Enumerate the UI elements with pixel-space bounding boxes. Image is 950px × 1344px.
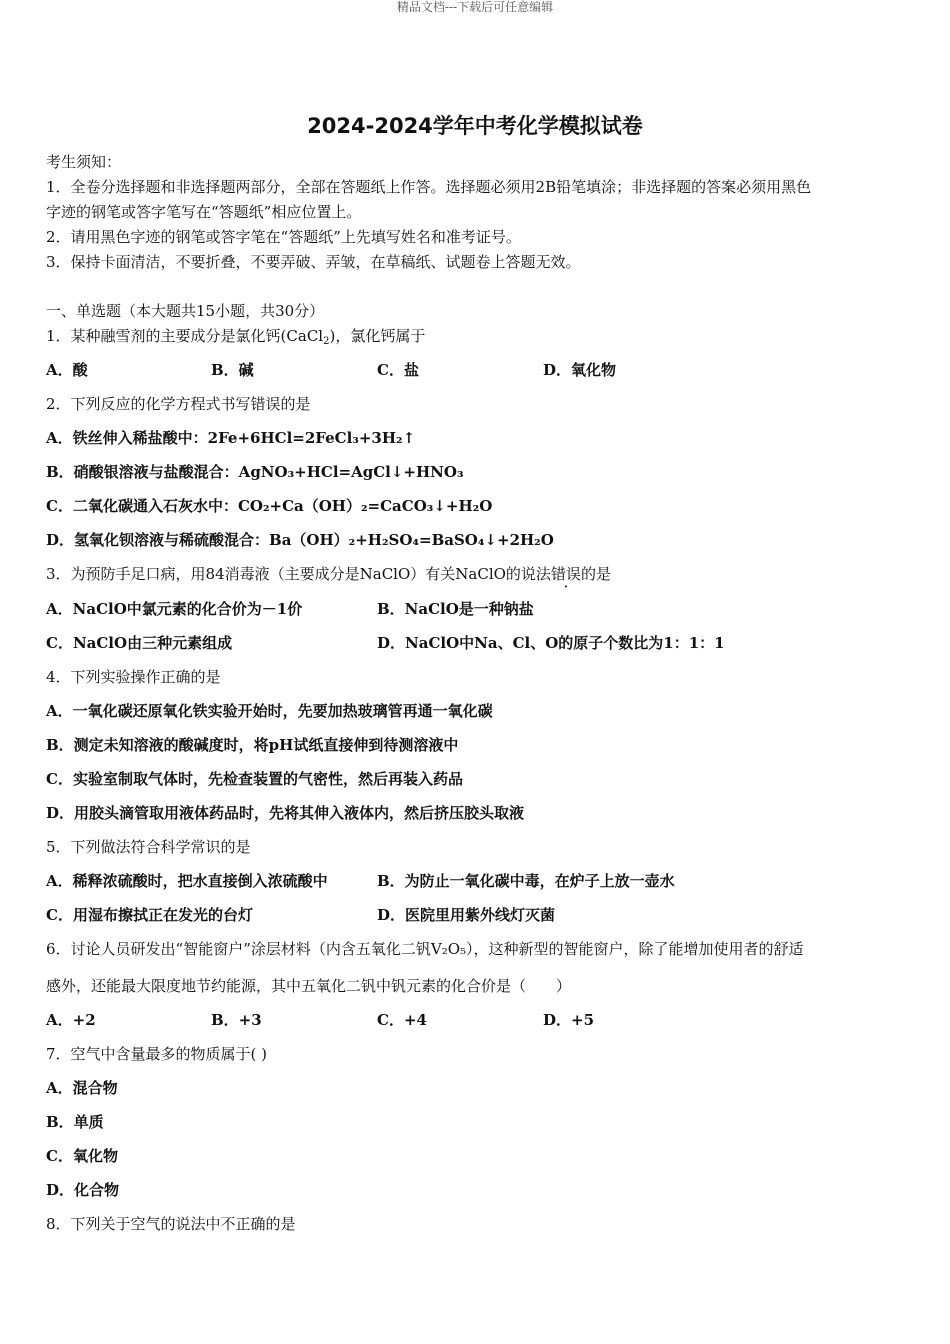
page-header: 精品文档---下载后可任意编辑 [396,0,554,14]
q2-option-a[interactable]: A．铁丝伸入稀盐酸中：2Fe+6HCl=2FeCl₃+3H₂↑ [46,429,416,447]
section-heading: 一、单选题（本大题共15小题，共30分） [46,302,325,320]
q1-option-c[interactable]: C．盐 [377,361,419,379]
q2-option-c[interactable]: C．二氧化碳通入石灰水中：CO₂+Ca（OH）₂=CaCO₃↓+H₂O [46,497,493,515]
q4-option-b[interactable]: B．测定未知溶液的酸碱度时，将pH试纸直接伸到待测溶液中 [46,736,459,754]
exam-title: 2024-2024学年中考化学模拟试卷 [307,114,643,138]
q2-option-d[interactable]: D．氢氧化钡溶液与稀硫酸混合：Ba（OH）₂+H₂SO₄=BaSO₄↓+2H₂O [46,531,554,549]
q7-option-d[interactable]: D．化合物 [46,1181,120,1199]
question-4-stem: 4．下列实验操作正确的是 [46,668,221,686]
q1-stem-part-a: 1．某种融雪剂的主要成分是氯化钙(CaCl [46,327,324,345]
q2-option-b[interactable]: B．硝酸银溶液与盐酸混合：AgNO₃+HCl=AgCl↓+HNO₃ [46,463,464,481]
q5-option-d[interactable]: D．医院里用紫外线灯灭菌 [377,906,556,924]
q6-option-d[interactable]: D．+5 [543,1011,595,1029]
q5-option-b[interactable]: B．为防止一氧化碳中毒，在炉子上放一壶水 [377,872,675,890]
question-3-stem [46,564,611,584]
q4-option-d[interactable]: D．用胶头滴管取用液体药品时，先将其伸入液体内，然后挤压胶头取液 [46,804,525,822]
notice-item-3: 3．保持卡面清洁，不要折叠，不要弄破、弄皱，在草稿纸、试题卷上答题无效。 [46,253,581,271]
q1-stem-subscript: 2 [323,336,330,347]
q3-option-b[interactable]: B．NaClO是一种钠盐 [377,600,534,618]
q1-option-b[interactable]: B．碱 [211,361,254,379]
q4-option-a[interactable]: A．一氧化碳还原氧化铁实验开始时，先要加热玻璃管再通一氧化碳 [46,702,493,720]
question-7-stem: 7．空气中含量最多的物质属于( ) [46,1045,268,1063]
q5-option-a[interactable]: A．稀释浓硫酸时，把水直接倒入浓硫酸中 [46,872,328,890]
notice-item-2: 2．请用黑色字迹的钢笔或答字笔在“答题纸”上先填写姓名和准考证号。 [46,228,521,246]
question-1-stem [46,326,425,346]
q3-option-a[interactable]: A．NaClO中氯元素的化合价为－1价 [46,600,303,618]
notice-heading: 考生须知： [46,153,122,171]
q6-option-c[interactable]: C．+4 [377,1011,427,1029]
q5-option-c[interactable]: C．用湿布擦拭正在发光的台灯 [46,906,253,924]
question-2-stem: 2．下列反应的化学方程式书写错误的是 [46,395,311,413]
q7-option-a[interactable]: A．混合物 [46,1079,118,1097]
q1-option-a[interactable]: A．酸 [46,361,88,379]
q3-stem-emphasis: 错误 [550,565,581,583]
notice-item-1-line-2: 字迹的钢笔或答字笔写在“答题纸”相应位置上。 [46,203,362,221]
q1-option-d[interactable]: D．氧化物 [543,361,617,379]
q3-option-d[interactable]: D．NaClO中Na、Cl、O的原子个数比为1：1：1 [377,634,725,652]
question-6-stem-line-1: 6．讨论人员研发出“智能窗户”涂层材料（内含五氧化二钒V₂O₅），这种新型的智能窗户，除了能增加使用者的舒适 [46,940,804,958]
question-8-stem: 8．下列关于空气的说法中不正确的是 [46,1215,296,1233]
q4-option-c[interactable]: C．实验室制取气体时，先检查装置的气密性，然后再装入药品 [46,770,463,788]
q7-option-c[interactable]: C．氧化物 [46,1147,118,1165]
q3-stem-part-b: 的是 [580,565,611,583]
q3-stem-part-a: 3．为预防手足口病，用84消毒液（主要成分是NaClO）有关NaClO的说法 [46,565,551,583]
notice-item-1-line-1: 1．全卷分选择题和非选择题两部分，全部在答题纸上作答。选择题必须用2B铅笔填涂；非选择题的答案必须用黑色 [46,178,812,196]
q1-stem-part-b: )，氯化钙属于 [329,327,426,345]
q6-option-a[interactable]: A．+2 [46,1011,96,1029]
q3-option-c[interactable]: C．NaClO由三种元素组成 [46,634,233,652]
question-5-stem: 5．下列做法符合科学常识的是 [46,838,251,856]
q7-option-b[interactable]: B．单质 [46,1113,104,1131]
q6-option-b[interactable]: B．+3 [211,1011,262,1029]
question-6-stem-line-2: 感外，还能最大限度地节约能源，其中五氧化二钒中钒元素的化合价是（ ） [46,977,572,995]
